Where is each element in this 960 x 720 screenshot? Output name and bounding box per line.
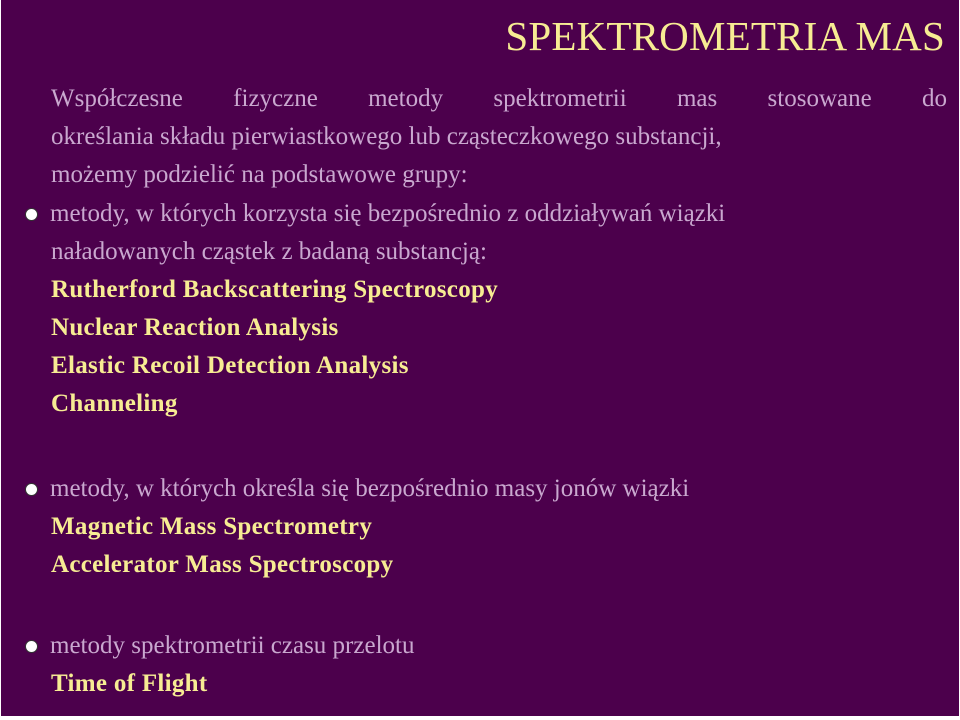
intro-line-2: określania składu pierwiastkowego lub cząsteczkowego substancji, xyxy=(51,123,722,150)
group-3-body xyxy=(51,665,208,703)
group-1-bullet-continuation: naładowanych cząstek z badaną substancją: xyxy=(51,238,487,265)
intro-line-1 xyxy=(51,80,947,118)
intro-word: spektrometrii xyxy=(493,85,627,112)
method-item: Magnetic Mass Spectrometry xyxy=(51,513,373,540)
intro-word: do xyxy=(921,85,947,112)
method-item: Channeling xyxy=(51,390,178,417)
bullet-dot-icon xyxy=(25,640,38,653)
group-1-bullet-text: metody, w których korzysta się bezpośrednio z oddziaływań wiązki xyxy=(50,200,726,227)
group-1-bullet xyxy=(25,195,725,233)
group-3-bullet xyxy=(25,627,414,665)
slide xyxy=(1,0,959,716)
intro-word: Współczesne xyxy=(51,85,183,112)
slide-title: SPEKTROMETRIA MAS xyxy=(505,13,945,59)
group-1-body xyxy=(51,233,498,423)
intro-word: stosowane xyxy=(767,85,872,112)
intro-paragraph xyxy=(51,80,947,194)
method-item: Nuclear Reaction Analysis xyxy=(51,314,339,341)
intro-word: fizyczne xyxy=(233,85,318,112)
group-3-bullet-text: metody spektrometrii czasu przelotu xyxy=(50,632,415,659)
intro-word: mas xyxy=(676,85,718,112)
group-2-bullet xyxy=(25,470,689,508)
method-item: Rutherford Backscattering Spectroscopy xyxy=(51,276,498,303)
intro-line-3: możemy podzielić na podstawowe grupy: xyxy=(51,161,468,188)
group-2-bullet-text: metody, w których określa się bezpośrednio masy jonów wiązki xyxy=(50,475,690,502)
bullet-dot-icon xyxy=(25,208,38,221)
intro-word: metody xyxy=(368,85,444,112)
method-item: Accelerator Mass Spectroscopy xyxy=(51,551,394,578)
group-2-body xyxy=(51,508,393,584)
bullet-dot-icon xyxy=(25,483,38,496)
method-item: Time of Flight xyxy=(51,670,208,697)
method-item: Elastic Recoil Detection Analysis xyxy=(51,352,409,379)
